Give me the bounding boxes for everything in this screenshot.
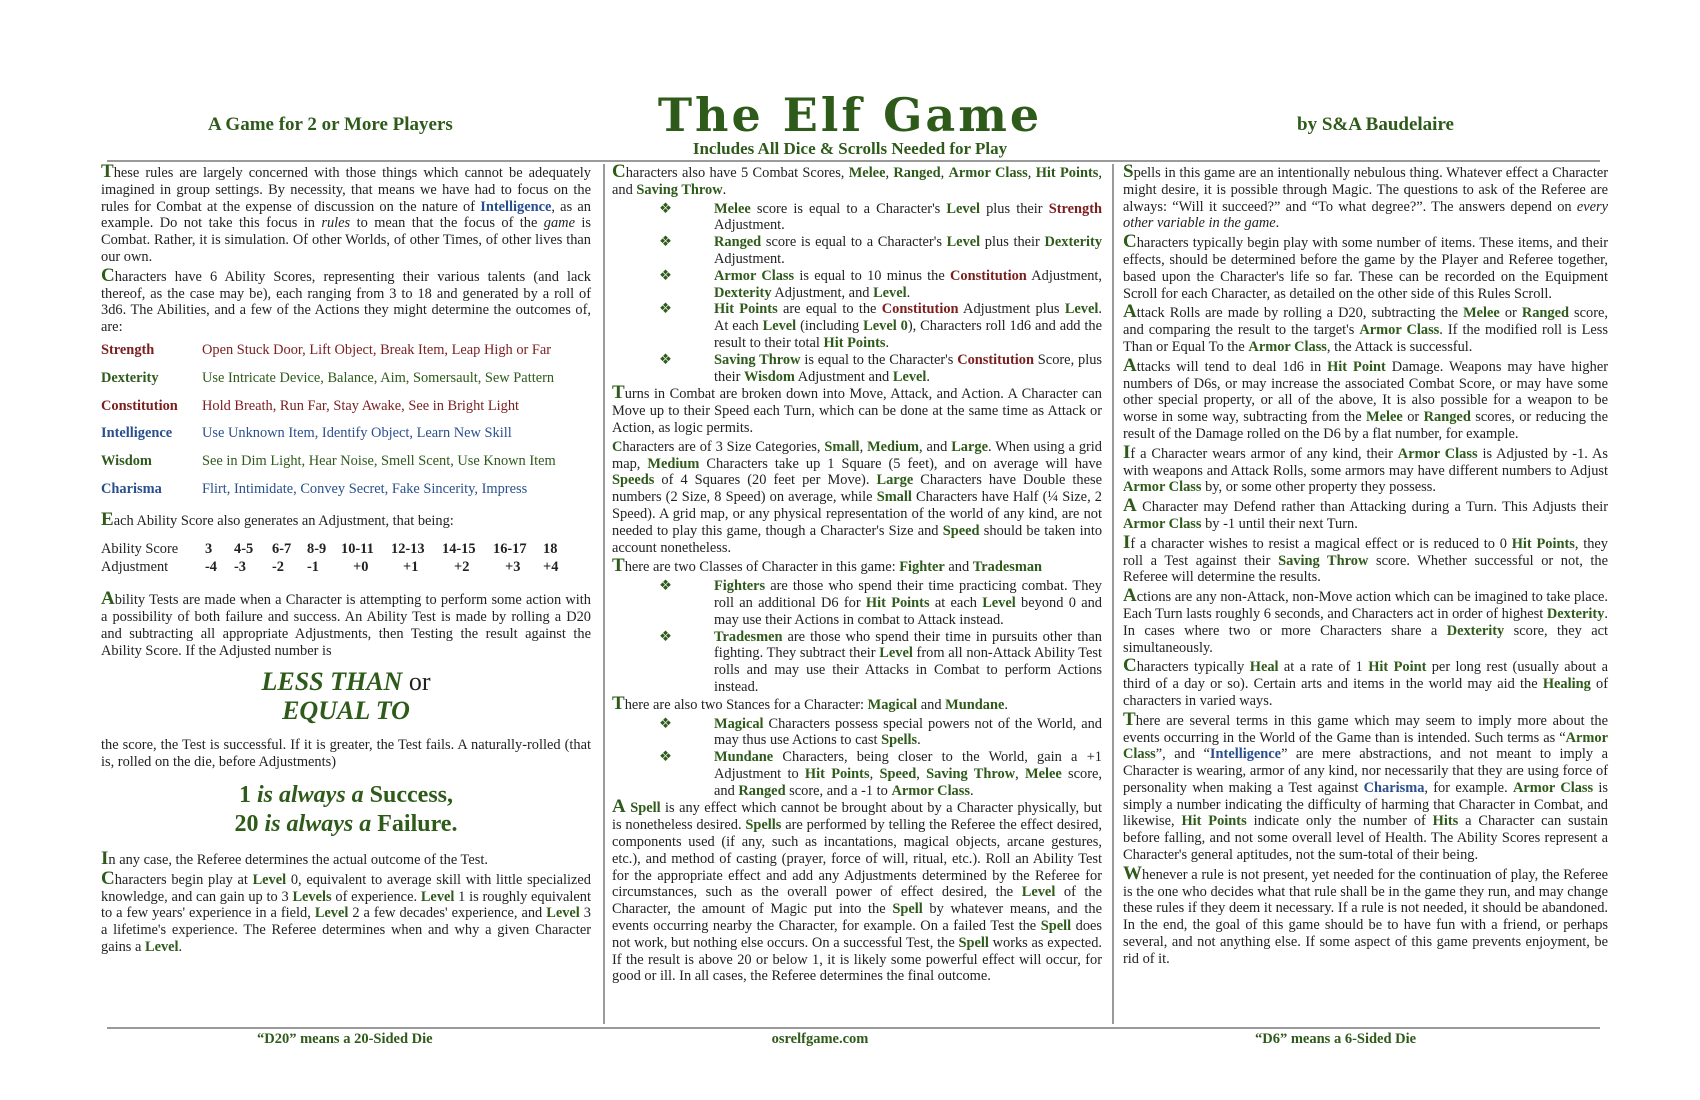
adjustment-cell: -2 bbox=[272, 559, 284, 576]
list-item: ❖ Hit Points are equal to the Constitution Adjustment plus Level. At each Level (including Level 0), Characters roll 1d6 and add the result to their total Hit Points. bbox=[714, 301, 1102, 351]
ability-actions: Flirt, Intimidate, Convey Secret, Fake Sincerity, Impress bbox=[202, 480, 528, 497]
column-right bbox=[1123, 161, 1609, 970]
ability-row-dexterity bbox=[101, 370, 591, 387]
column-middle bbox=[612, 161, 1103, 987]
header-tagline: A Game for 2 or More Players bbox=[208, 114, 453, 135]
adjustment-cell: -3 bbox=[234, 559, 246, 576]
ability-name: Constitution bbox=[101, 397, 178, 414]
list-item: ❖ Magical Characters possess special powers not of the World, and may thus use Actions to cast Spells. bbox=[714, 716, 1102, 750]
ability-scores-paragraph: Characters have 6 Ability Scores, representing their various talents (and lack thereof, as the case may be), each ranging from 3 to 18 and generated by a roll of 3d6. The Abilities, and a few of the Actions they might determine the outcomes of, are: bbox=[101, 264, 591, 336]
always-text: is always a bbox=[256, 781, 364, 808]
list-item: ❖ Tradesmen are those who spend their time in pursuits other than fighting. They subtract their Level from all non-Attack Ability Test rolls and may use their Attacks in Combat to perform Actions instead. bbox=[714, 629, 1102, 696]
ability-row-intelligence bbox=[101, 425, 591, 442]
ability-tests-paragraph: Ability Tests are made when a Character is attempting to perform some action with a possibility of both failure and success. An Ability Test is made by rolling a D20 and subtracting all appropriate Adjustments, then Testing the result against the Ability Score. If the Adjusted number is bbox=[101, 588, 591, 659]
ability-row-strength bbox=[101, 342, 591, 359]
combat-scores-list bbox=[612, 201, 1102, 386]
column-left bbox=[101, 161, 591, 958]
score-cell: 6-7 bbox=[272, 540, 292, 557]
column-divider-right bbox=[1112, 164, 1114, 1024]
page-title: The Elf Game bbox=[657, 88, 1043, 142]
score-cell: 14-15 bbox=[442, 540, 476, 557]
ability-actions: See in Dim Light, Hear Noise, Smell Scent, Use Known Item bbox=[202, 453, 556, 470]
intro-paragraph: These rules are largely concerned with those things which cannot be adequately imagined in group settings. By necessity, that means we have had to focus on the rules for Combat at the expense of discussion on the nature of Intelligence, as an example. Do not take this focus in rules to mean that the focus of the game is Combat. Rather, it is simulation. Of other Worlds, of other Times, of other lives than our own. bbox=[101, 161, 591, 265]
less-than-text: LESS THAN bbox=[261, 667, 403, 697]
ability-actions: Hold Breath, Run Far, Stay Awake, See in Bright Light bbox=[202, 397, 520, 414]
footer-d20-note: “D20” means a 20-Sided Die bbox=[257, 1031, 433, 1047]
always-text: is always a bbox=[264, 810, 372, 837]
adjustment-cell: +4 bbox=[543, 559, 559, 576]
resist-paragraph: If a character wishes to resist a magical effect or is reduced to 0 Hit Points, they roll a Test against their Saving Throw score. Whether successful or not, the Referee will determine the results. bbox=[1123, 531, 1608, 586]
ability-name: Strength bbox=[101, 341, 155, 358]
heal-paragraph: Characters typically Heal at a rate of 1 Hit Point per long rest (usually about a third of a day or so). Certain arts and items in the world may aid the Healing of characters in varied ways. bbox=[1123, 655, 1609, 709]
score-cell: 8-9 bbox=[307, 540, 327, 557]
ability-name: Wisdom bbox=[101, 453, 152, 470]
header-divider bbox=[107, 160, 1600, 162]
adjustment-cell: -4 bbox=[205, 559, 217, 576]
score-cell: 3 bbox=[205, 540, 213, 557]
attack-rolls-paragraph: Attack Rolls are made by rolling a D20, subtracting the Melee or Ranged score, and comparing the result to the target's Armor Class. If the modified roll is Less Than or Equal To the Armor Class, the Attack is successful. bbox=[1123, 301, 1609, 355]
header-author: by S&A Baudelaire bbox=[1297, 114, 1454, 135]
score-cell: 4-5 bbox=[234, 540, 254, 557]
items-paragraph: Characters typically begin play with some number of items. These items, and their effects, should be determined before the game by the Player and Referee together, based upon the Character's life so far. These can be recorded on the Equipment Scroll for each Character, as detailed on the other side of this Rules Scroll. bbox=[1123, 231, 1608, 302]
score-cell: 18 bbox=[543, 540, 558, 557]
rule-absent-paragraph: Whenever a rule is not present, yet needed for the continuation of play, the Referee is the one who decides what that rule shall be in the game they run, and may change these rules if they deem it necessary. If a rule is not needed, it should be abandoned. In the end, the goal of this game should be to have fun with a friend, or perhaps several, and not anything else. If some aspect of this game prevents enjoyment, be rid of it. bbox=[1123, 862, 1608, 967]
classes-paragraph: There are two Classes of Character in this game: Fighter and Tradesman bbox=[612, 555, 1043, 577]
stances-list bbox=[612, 716, 1102, 800]
ability-row-charisma bbox=[101, 481, 591, 498]
damage-paragraph: Attacks will tend to deal 1d6 in Hit Point Damage. Weapons may have higher numbers of D6s, or may increase the associated Combat Score, or may have some other special property, or all of the above, It is also possible for a weapon to be worse in some way, subtracting from the Melee or Ranged scores, or reducing the result of the Damage rolled on the D6 by a flat number, for example. bbox=[1123, 354, 1608, 442]
list-item: ❖ Saving Throw is equal to the Character's Constitution Score, plus their Wisdom Adjustment and Level. bbox=[714, 352, 1102, 386]
ability-name: Dexterity bbox=[101, 369, 159, 386]
list-item: ❖ Fighters are those who spend their time practicing combat. They roll an additional D6 for Hit Points at each Level beyond 0 and may use their Actions in combat to Attack instead. bbox=[714, 578, 1102, 628]
success-text: Success, bbox=[369, 781, 454, 808]
equal-to-text: EQUAL TO bbox=[282, 696, 410, 726]
combat-scores-paragraph: Characters also have 5 Combat Scores, Melee, Ranged, Armor Class, Hit Points, and Saving Throw. bbox=[612, 161, 1102, 198]
footer-divider bbox=[107, 1027, 1600, 1029]
test-result-paragraph: the score, the Test is successful. If it is greater, the Test fails. A naturally-rolled (that is, rolled on the die, before Adjustments) bbox=[101, 737, 591, 771]
adjustment-cell: +3 bbox=[505, 559, 521, 576]
score-cell: 12-13 bbox=[391, 540, 425, 557]
classes-list bbox=[612, 578, 1102, 696]
ability-row-wisdom bbox=[101, 453, 591, 470]
column-divider-left bbox=[603, 164, 605, 1024]
ability-actions: Use Intricate Device, Balance, Aim, Somersault, Sew Pattern bbox=[202, 369, 555, 386]
twenty-value: 20 bbox=[234, 810, 259, 837]
actions-paragraph: Actions are any non-Attack, non-Move action which can be imagined to take place. Each Turn lasts roughly 6 seconds, and Characters act in order of highest Dexterity. In cases where two or more Characters share a Dexterity score, they act simultaneously. bbox=[1123, 585, 1608, 656]
one-value: 1 bbox=[238, 781, 251, 808]
list-item: ❖ Melee score is equal to a Character's Level plus their Strength Adjustment. bbox=[714, 201, 1102, 235]
ability-name: Charisma bbox=[101, 480, 162, 497]
score-cell: 10-11 bbox=[341, 540, 374, 557]
less-than-equal-callout bbox=[101, 667, 591, 725]
list-item: ❖ Mundane Characters, being closer to the World, gain a +1 Adjustment to Hit Points, Speed, Saving Throw, Melee score, and Ranged score, and a -1 to Armor Class. bbox=[714, 749, 1102, 799]
table-row-label: Ability Score bbox=[101, 540, 179, 557]
ability-actions: Use Unknown Item, Identify Object, Learn New Skill bbox=[202, 425, 512, 442]
failure-text: Failure. bbox=[377, 810, 458, 837]
list-item: ❖ Armor Class is equal to 10 minus the Constitution Adjustment, Dexterity Adjustment, and Level. bbox=[714, 268, 1102, 302]
list-item: ❖ Ranged score is equal to a Character's Level plus their Dexterity Adjustment. bbox=[714, 234, 1102, 268]
adjustment-cell: +1 bbox=[403, 559, 419, 576]
table-row-label: Adjustment bbox=[101, 559, 169, 576]
ability-name: Intelligence bbox=[101, 425, 173, 442]
adjustment-intro: Each Ability Score also generates an Adjustment, that being: bbox=[101, 508, 454, 530]
size-paragraph: Characters are of 3 Size Categories, Small, Medium, and Large. When using a grid map, Medium Characters take up 1 Square (5 feet), and on average will have Speeds of 4 Squares (20 feet per Move). Large Characters have Double these numbers (2 Size, 8 Speed) on average, while Small Characters have Half (¼ Size, 2 Speed). A grid map, or any physical representation of the world of any kind, are not needed to play this game, though a Character's Size and Speed should be taken into account nonetheless. bbox=[612, 438, 1103, 556]
score-cell: 16-17 bbox=[493, 540, 527, 557]
spells-nebulous-paragraph: Spells in this game are an intentionally nebulous thing. Whatever effect a Character might desire, it is possible through Magic. The questions to ask of the Referee are always: “Will it succeed?” and “To what degree?”. The answers depend on every other variable in the game. bbox=[1123, 161, 1608, 232]
spell-paragraph: A Spell is any effect which cannot be brought about by a Character physically, but is nonetheless desired. Spells are performed by telling the Referee the effect desired, components used (if any, such as incantations, magical objects, arcane gestures, etc.), and method of casting (prayer, force of will, ritual, etc.). Roll an Ability Test for the appropriate effect and add any Adjustments determined by the Referee for circumstances, such as the overall power of effect desired, the Level of the Character, the amount of Magic put into the Spell by whatever means, and the events occurring nearby the Character, for example. On a failed Test the Spell does not work, but nothing else occurs. On a successful Test, the Spell works as expected. If the result is above 20 or below 1, it is likely some powerful effect will occur, for good or ill. In all cases, the Referee determines the final outcome. bbox=[612, 796, 1103, 985]
referee-outcome-paragraph: In any case, the Referee determines the actual outcome of the Test. bbox=[101, 847, 488, 869]
ability-actions: Open Stuck Door, Lift Object, Break Item, Leap High or Far bbox=[202, 341, 552, 358]
terms-paragraph: There are several terms in this game which may seem to imply more about the events occurring in the World of the Game than is intended. Such terms as “Armor Class”, and “Intelligence” are mere abstractions, and not meant to imply a Character is wearing, armor of any kind, nor necessarily that they are using force of personality when making a Test against Charisma, for example. Armor Class is simply a number indicating the difficulty of harming that Character in Combat, and likewise, Hit Points indicate only the number of Hits a Character can sustain before falling, and not some overall level of Health. The Ability Scores represent a Character's general aptitudes, not the sum-total of their being. bbox=[1123, 708, 1608, 864]
adjustment-cell: +0 bbox=[353, 559, 369, 576]
stances-paragraph: There are also two Stances for a Character: Magical and Mundane. bbox=[612, 692, 1008, 714]
adjustment-cell: -1 bbox=[307, 559, 319, 576]
defend-paragraph: A Character may Defend rather than Attacking during a Turn. This Adjusts their Armor Class by -1 until their next Turn. bbox=[1123, 495, 1608, 532]
natural-roll-callout bbox=[101, 781, 591, 839]
footer-d6-note: “D6” means a 6-Sided Die bbox=[1255, 1031, 1417, 1047]
adjustment-table bbox=[101, 540, 591, 578]
or-text: or bbox=[408, 667, 431, 697]
footer-website-link[interactable]: osrelfgame.com bbox=[771, 1031, 869, 1047]
adjustment-cell: +2 bbox=[454, 559, 470, 576]
ability-row-constitution bbox=[101, 398, 591, 415]
armor-paragraph: If a Character wears armor of any kind, their Armor Class is Adjusted by -1. As with weapons and Attack Rolls, some armors may have different numbers to Adjust Armor Class by, or some other property they possess. bbox=[1123, 441, 1608, 496]
levels-paragraph: Characters begin play at Level 0, equivalent to average skill with little specialized knowledge, and can gain up to 3 Levels of experience. Level 1 is roughly equivalent to a few years' experience in a field, Level 2 a few decades' experience, and Level 3 a lifetime's experience. The Referee determines when and why a given Character gains a Level. bbox=[101, 867, 591, 955]
turns-paragraph: Turns in Combat are broken down into Move, Attack, and Action. A Character can Move up to their Speed each Turn, which can be done at the same time as Attack or Action, as logic permits. bbox=[612, 382, 1102, 436]
page-subtitle: Includes All Dice & Scrolls Needed for Play bbox=[692, 139, 1008, 158]
